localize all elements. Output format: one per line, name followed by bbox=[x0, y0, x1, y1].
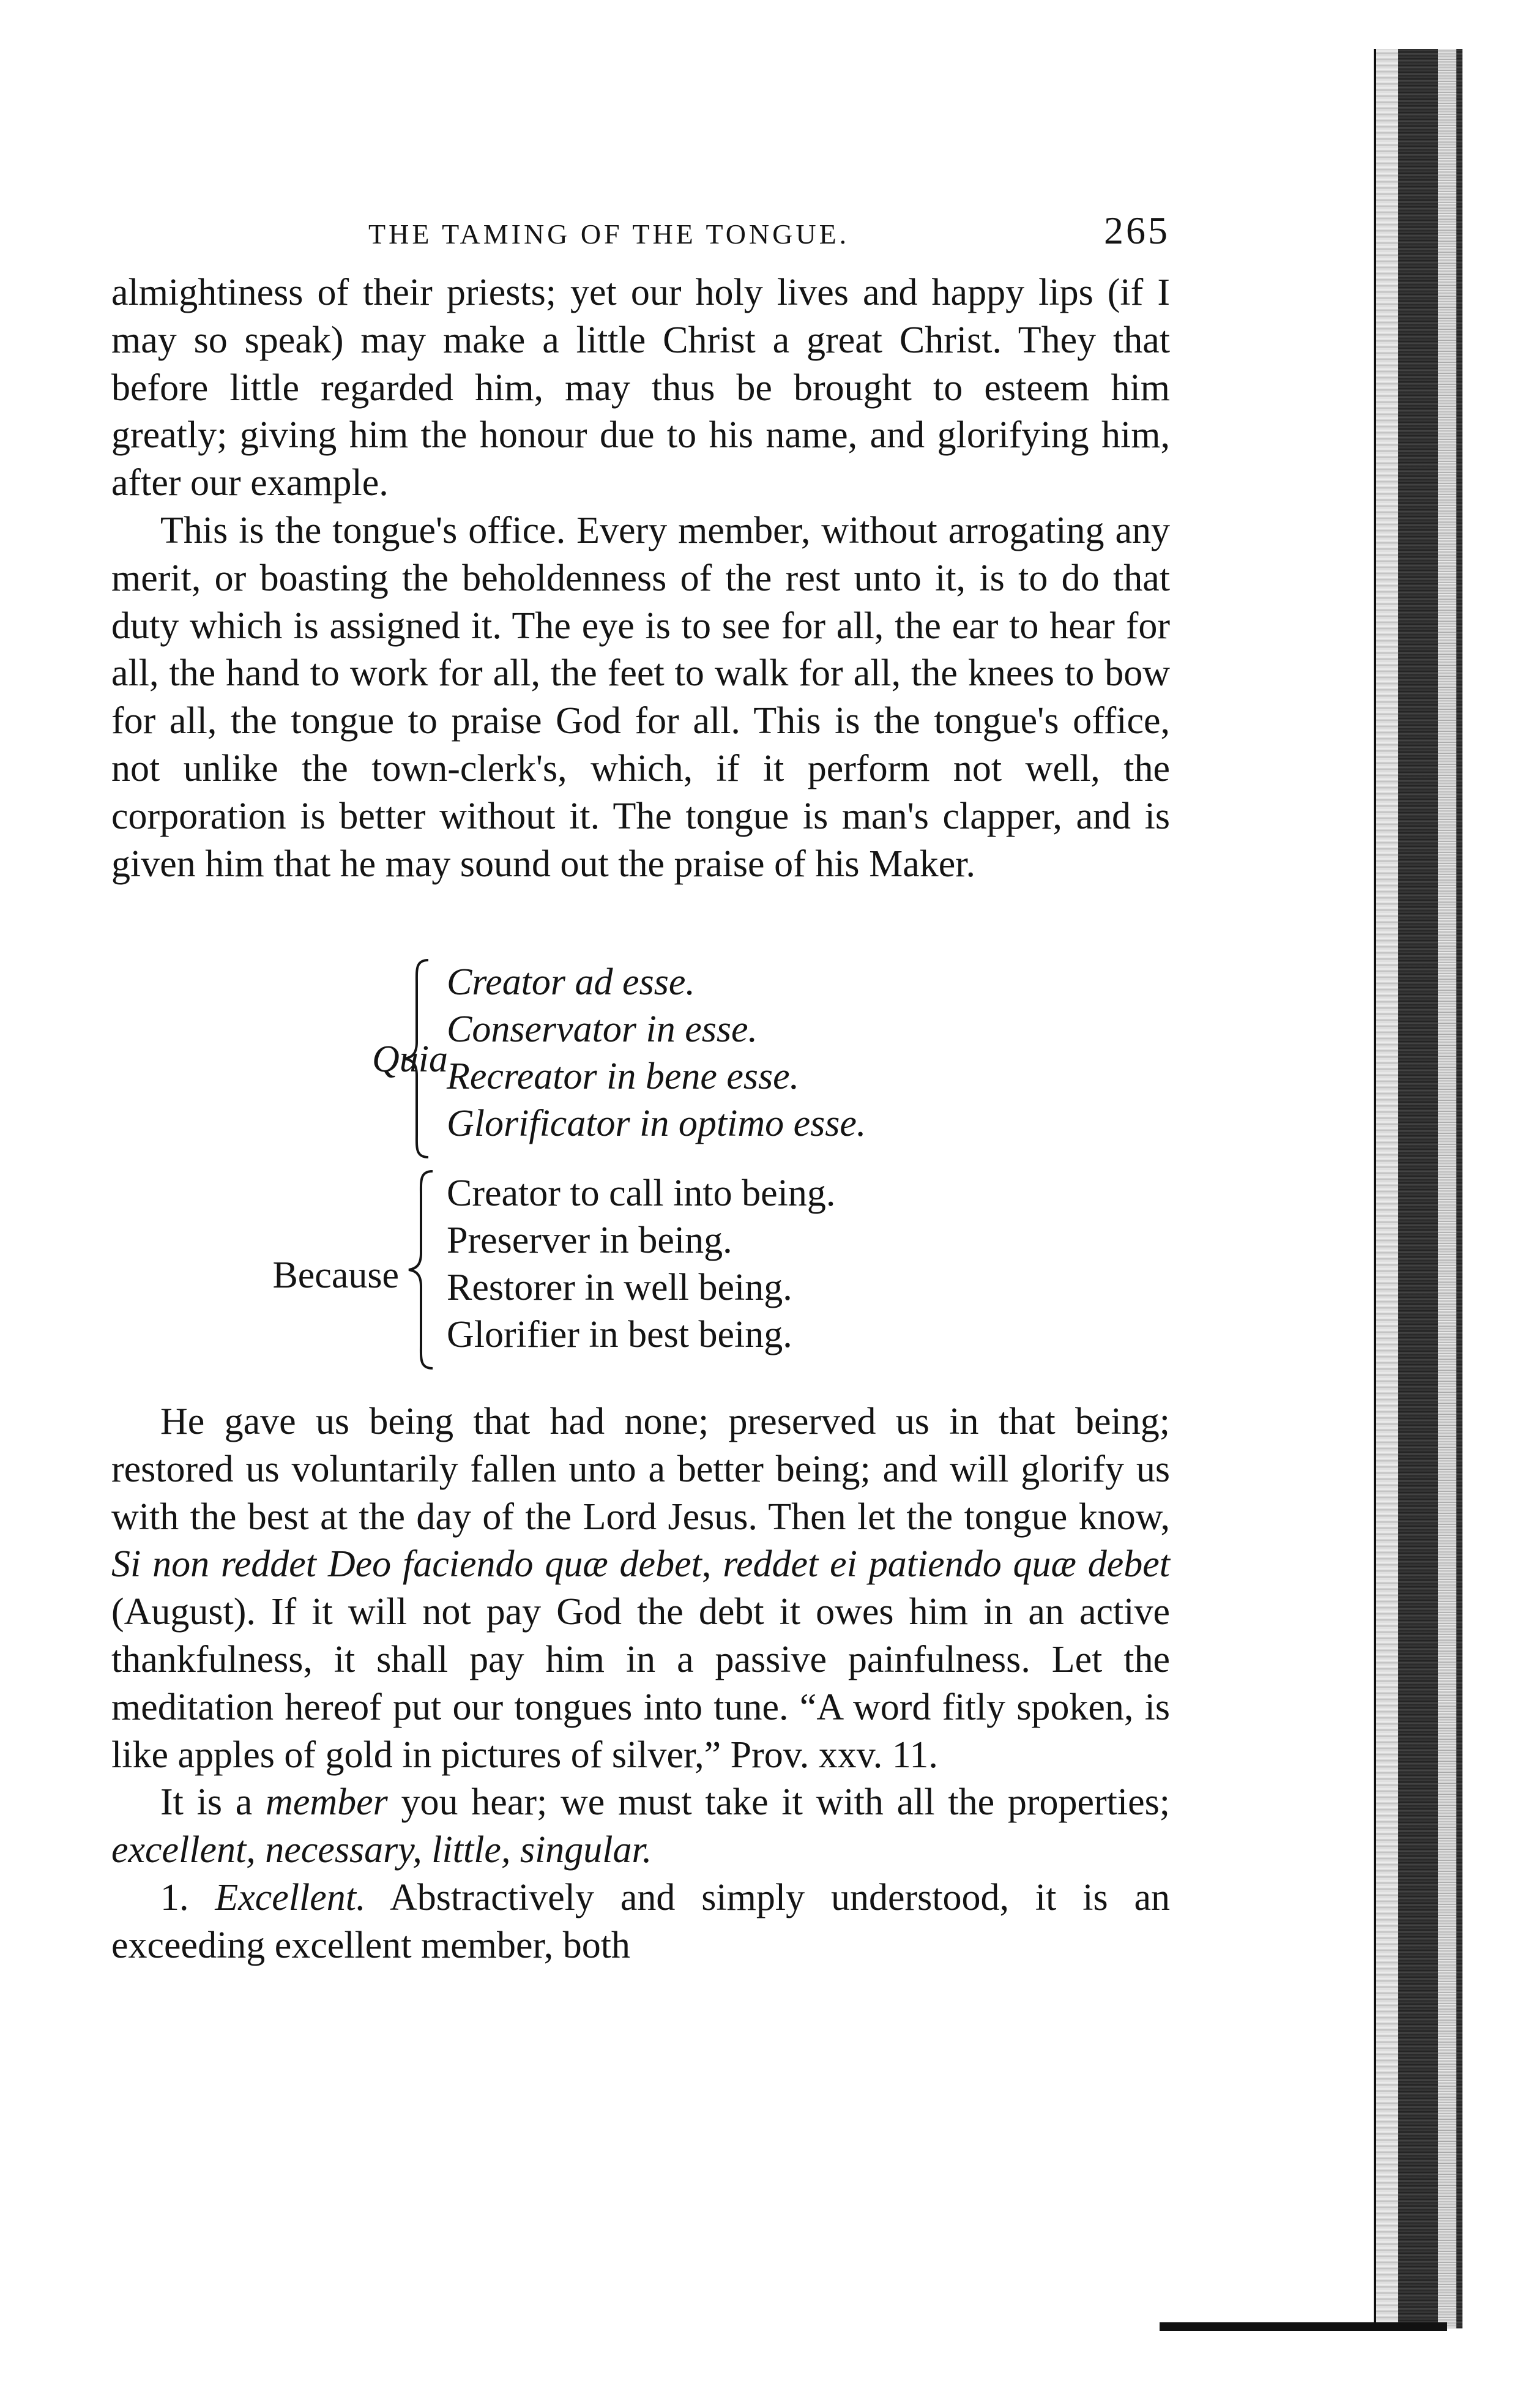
latin-line: Glorificator in optimo esse. bbox=[447, 1103, 866, 1144]
english-group-lines bbox=[447, 1170, 835, 1359]
text-span: , bbox=[701, 1543, 723, 1586]
body-text-top bbox=[111, 269, 1170, 888]
properties-list: excellent, necessary, little, singular. bbox=[111, 1829, 652, 1871]
member-word: member bbox=[266, 1781, 388, 1824]
paragraph-tongues-office: This is the tongue's office. Every member, without arrogating any merit, or boasting the beholdenness of the rest unto it, is to do that duty which is assigned it. The eye is to see for all, the ear to hear for all, the hand to work for all, the feet to walk for all, the knees to bow for all, the tongue to praise God for all. This is the tongue's office, not unlike the town-clerk's, which, if it perform not well, the corporation is better without it. The tongue is man's clapper, and is given him that he may sound out the praise of his Maker. bbox=[111, 509, 1170, 885]
body-text-bottom bbox=[111, 1398, 1170, 1970]
english-line: Restorer in well being. bbox=[447, 1267, 792, 1308]
text-span: It is a bbox=[160, 1781, 266, 1824]
latin-group-lines bbox=[447, 959, 866, 1147]
english-group-label: Because bbox=[272, 1254, 399, 1296]
text-span: you hear; we must take it with all the properties; bbox=[387, 1781, 1170, 1824]
paragraph-almightiness: almightiness of their priests; yet our holy lives and happy lips (if I may so speak) may make a little Christ a great Christ. They that before little regarded him, may thus be brought to esteem him greatly; giving him the honour due to his name, and glorifying him, after our example. bbox=[111, 272, 1170, 504]
page-header bbox=[111, 208, 1170, 257]
latin-quote: Si non reddet Deo faciendo quæ debet bbox=[111, 1543, 702, 1586]
bottom-rule bbox=[1160, 2322, 1447, 2331]
left-brace-icon bbox=[401, 958, 434, 1160]
latin-line: Creator ad esse. bbox=[447, 961, 695, 1003]
english-bracket-group bbox=[111, 1169, 1170, 1377]
section-number: 1. bbox=[160, 1876, 215, 1918]
book-page-edge bbox=[1374, 49, 1462, 2328]
english-line: Creator to call into being. bbox=[447, 1172, 836, 1214]
section-heading: Excellent. bbox=[215, 1876, 366, 1918]
latin-line: Conservator in esse. bbox=[447, 1008, 758, 1050]
paragraph-he-gave bbox=[111, 1398, 1170, 1779]
text-span: (August). If it will not pay God the debt it owes him in an active thankfulness, it shall pay him in a passive painfulness. Let the meditation hereof put our tongues into tune. “A word fitly spoken, is like apples of gold in pictures of silver,” Prov. xxv. 11. bbox=[111, 1591, 1170, 1776]
left-brace-icon bbox=[405, 1169, 439, 1371]
english-line: Preserver in being. bbox=[447, 1220, 732, 1261]
running-head: THE TAMING OF THE TONGUE. bbox=[368, 218, 850, 250]
page-number: 265 bbox=[1104, 209, 1170, 252]
latin-line: Recreator in bene esse. bbox=[447, 1056, 800, 1097]
latin-quote: reddet ei patiendo quæ debet bbox=[723, 1543, 1171, 1586]
paragraph-excellent bbox=[111, 1874, 1170, 1970]
english-line: Glorifier in best being. bbox=[447, 1314, 792, 1355]
text-span: He gave us being that had none; preserved us in that being; restored us voluntarily fallen unto a better being; and will glorify us with the best at the day of the Lord Jesus. Then let the tongue know, bbox=[111, 1401, 1170, 1538]
text-span: Abstractively and simply understood, it is an exceeding excellent member, both bbox=[111, 1876, 1170, 1966]
latin-bracket-group bbox=[111, 958, 1170, 1166]
paragraph-member bbox=[111, 1779, 1170, 1874]
latin-group-label: Quia bbox=[372, 1038, 448, 1080]
